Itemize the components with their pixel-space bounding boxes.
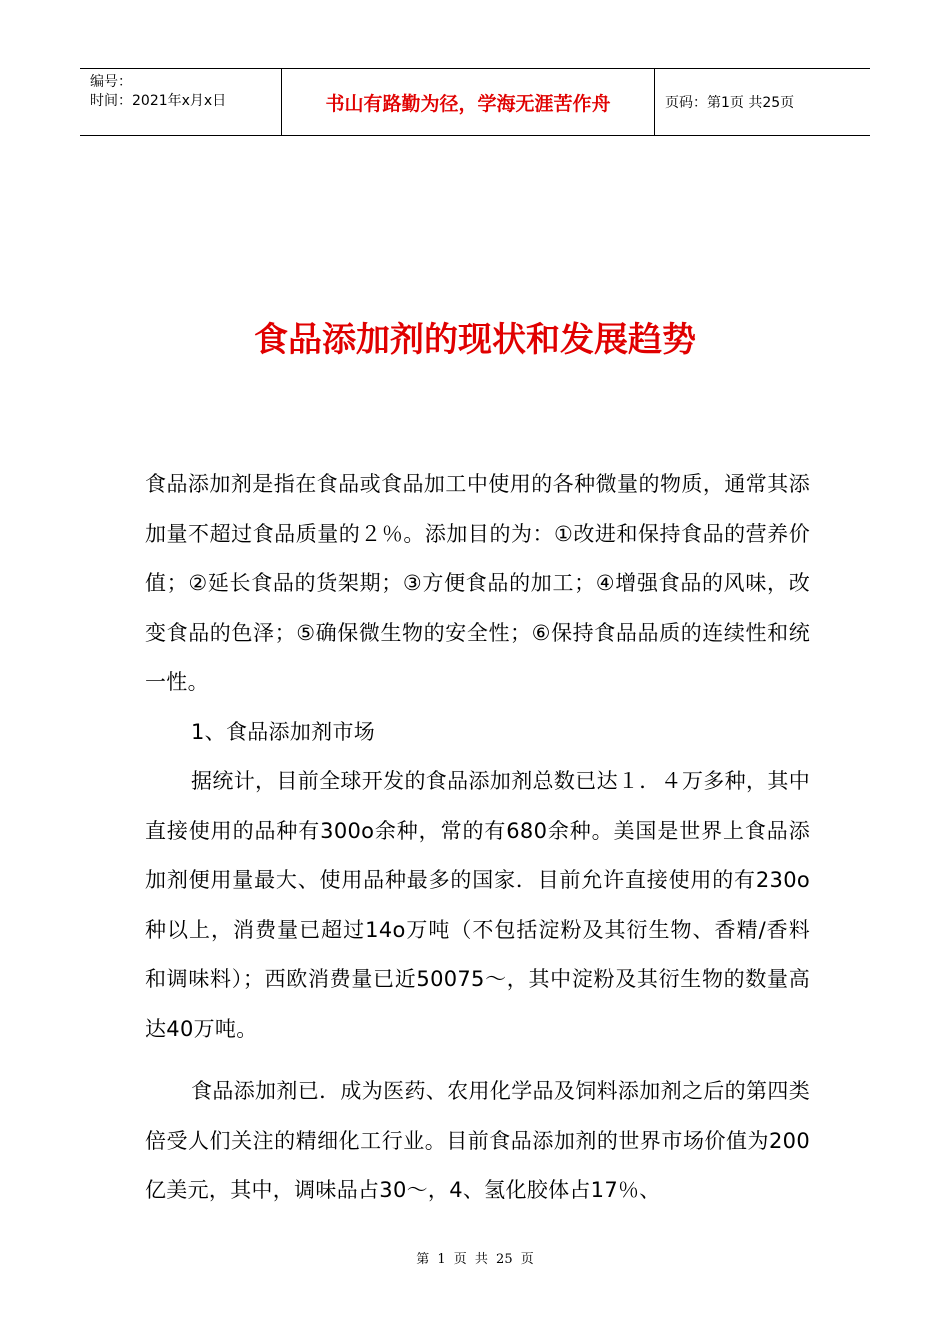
document-title: 食品添加剂的现状和发展趋势 xyxy=(254,320,696,360)
document-body xyxy=(145,460,810,1216)
market-paragraph: 食品添加剂已．成为医药、农用化学品及饲料添加剂之后的第四类倍受人们关注的精细化工行业。目前食品添加剂的世界市场价值为200亿美元，其中，调味品占30～，4、氢化胶体占17％、 xyxy=(145,1079,810,1202)
header-motto-cell xyxy=(282,69,655,135)
section-heading: 1、食品添加剂市场 xyxy=(191,719,376,744)
header-motto: 书山有路勤为径，学海无涯苦作舟 xyxy=(325,92,611,115)
header-page-info: 页码：第1页 共25页 xyxy=(665,95,795,111)
page-footer: 第 1 页 共 25 页 xyxy=(416,1252,534,1267)
document-number-label: 编号： xyxy=(90,74,132,90)
document-date: 时间：2021年x月x日 xyxy=(90,93,227,109)
intro-paragraph: 食品添加剂是指在食品或食品加工中使用的各种微量的物质，通常其添加量不超过食品质量的２％。添加目的为：①改进和保持食品的营养价值；②延长食品的货架期；③方便食品的加工；④增强食品的风味，改变食品的色泽；⑤确保微生物的安全性；⑥保持食品品质的连续性和统一性。 xyxy=(145,472,810,694)
header-meta xyxy=(80,69,282,135)
page-header xyxy=(80,68,870,136)
statistics-paragraph: 据统计，目前全球开发的食品添加剂总数已达１．４万多种，其中直接使用的品种有300o余种，常的有680余种。美国是世界上食品添加剂便用量最大、使用品种最多的国家．目前允许直接使用的有230o种以上，消费量已超过14o万吨（不包括淀粉及其衍生物、香精/香料和调味料）；西欧消费量已近50075～，其中淀粉及其衍生物的数量高达40万吨。 xyxy=(145,769,810,1041)
